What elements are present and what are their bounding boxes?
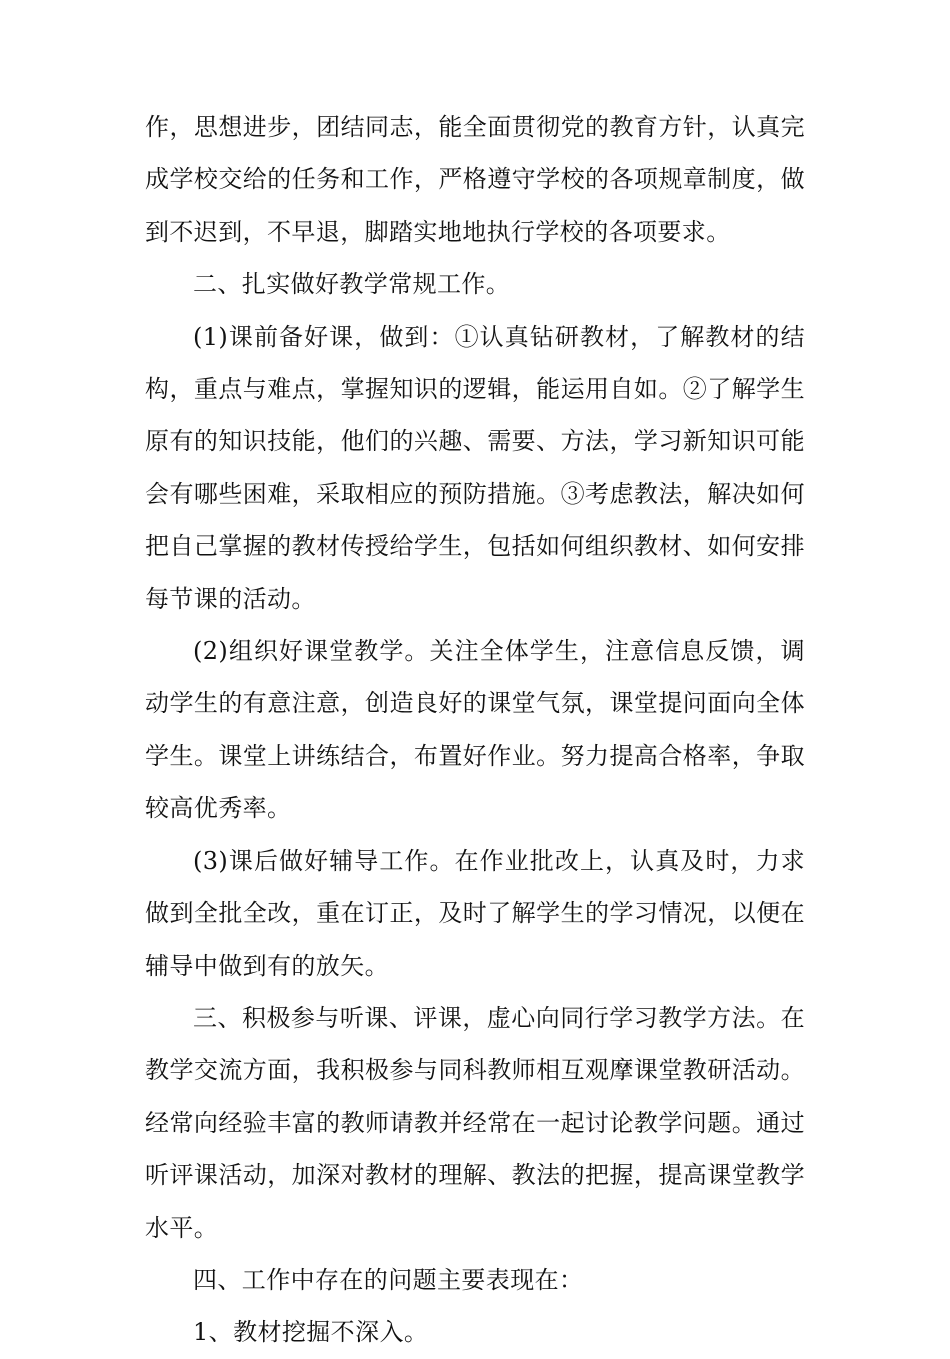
paragraph-heading-four: 四、工作中存在的问题主要表现在：	[193, 1265, 584, 1294]
paragraph-lesson-preparation: (1)课前备好课，做到：①认真钻研教材，了解教材的结构，重点与难点，掌握知识的逻辑，能运用自如。②了解学生原有的知识技能，他们的兴趣、需要、方法，学习新知识可能会有哪些困难，采取相应的预防措施。③考虑教法，解决如何把自己掌握的教材传授给学生，包括如何组织教材、如何安排每节课的活动。	[145, 322, 805, 613]
paragraph-intro-continuation: 作，思想进步，团结同志，能全面贯彻党的教育方针，认真完成学校交给的任务和工作，严格遵守学校的各项规章制度，做到不迟到，不早退，脚踏实地地执行学校的各项要求。	[145, 113, 805, 246]
paragraph-after-class-tutoring: (3)课后做好辅导工作。在作业批改上，认真及时，力求做到全批全改，重在订正，及时了解学生的学习情况，以便在辅导中做到有的放矢。	[145, 846, 805, 980]
paragraph-heading-three: 三、积极参与听课、评课，虚心向同行学习教学方法。在教学交流方面，我积极参与同科教师相互观摩课堂教研活动。经常向经验丰富的教师请教并经常在一起讨论教学问题。通过听评课活动，加深对教材的理解、教法的把握，提高课堂教学水平。	[145, 1003, 805, 1242]
document-body	[145, 101, 805, 1359]
paragraph-problem-one: 1、教材挖掘不深入。	[193, 1318, 429, 1347]
paragraph-classroom-teaching: (2)组织好课堂教学。关注全体学生，注意信息反馈，调动学生的有意注意，创造良好的课堂气氛，课堂提问面向全体学生。课堂上讲练结合，布置好作业。努力提高合格率，争取较高优秀率。	[145, 637, 805, 823]
paragraph-heading-two: 二、扎实做好教学常规工作。	[193, 270, 511, 299]
